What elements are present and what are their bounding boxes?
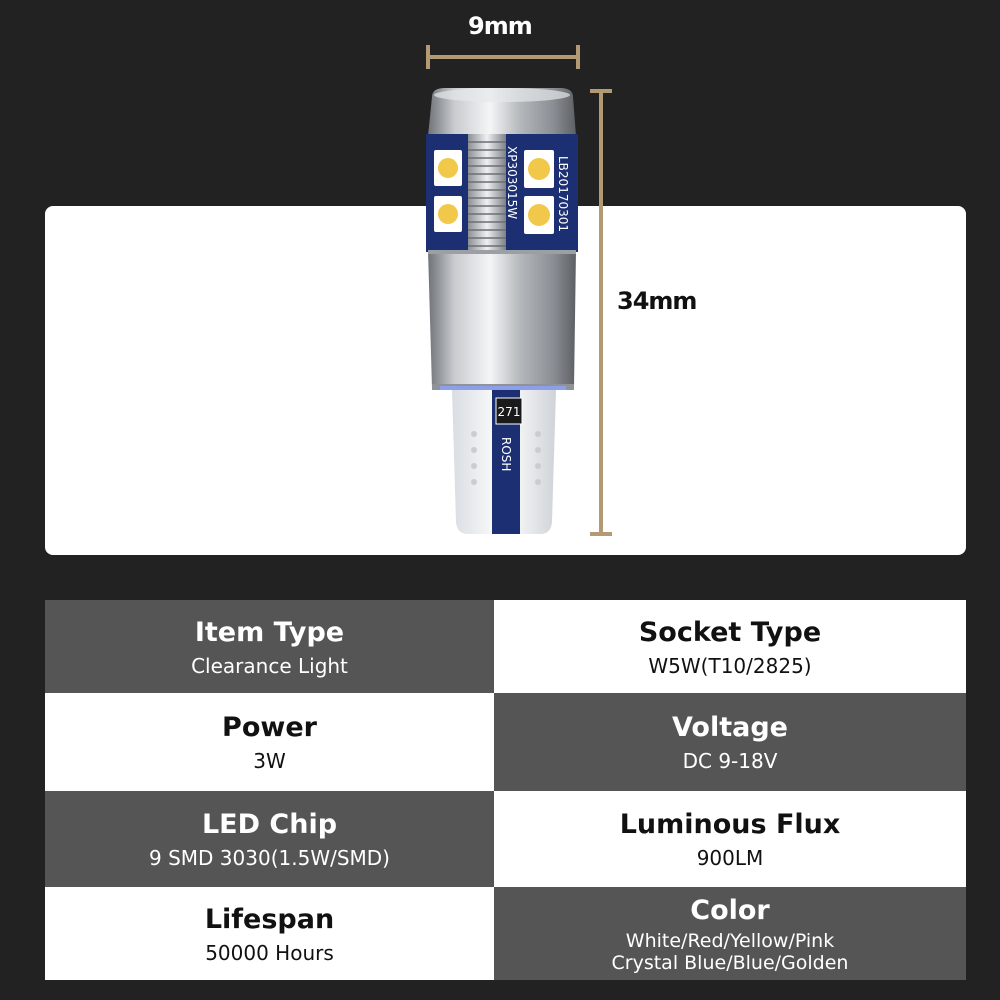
spec-cell-color	[494, 887, 966, 980]
spec-value: White/Red/Yellow/Pink	[625, 929, 835, 952]
spec-value-line2: Crystal Blue/Blue/Golden	[611, 951, 849, 974]
spec-title: Luminous Flux	[619, 809, 841, 840]
length-dimension-label: 34mm	[617, 287, 697, 315]
spec-table	[45, 600, 966, 980]
length-ruler	[590, 91, 612, 534]
spec-cell-led-chip	[45, 791, 494, 887]
spec-value: 900LM	[696, 846, 764, 870]
spec-value: 50000 Hours	[205, 940, 334, 965]
base-code-label: 271	[497, 405, 521, 419]
spec-title: Power	[222, 712, 317, 743]
width-dimension-label: 9mm	[468, 12, 532, 40]
spec-cell-socket-type	[494, 600, 966, 693]
spec-title: LED Chip	[201, 809, 338, 840]
spec-title: Voltage	[672, 712, 788, 743]
spec-value: 9 SMD 3030(1.5W/SMD)	[149, 846, 390, 870]
spec-value: 3W	[253, 749, 286, 773]
chip-marking-2: LB20170301	[556, 156, 570, 232]
spec-value: W5W(T10/2825)	[648, 653, 812, 678]
chip-marking-1: XP303015W	[505, 146, 519, 220]
spec-cell-item-type	[45, 600, 494, 693]
spec-title: Lifespan	[204, 903, 335, 935]
spec-value: DC 9-18V	[682, 749, 778, 773]
spec-title: Color	[690, 894, 770, 926]
spec-cell-luminous-flux	[494, 791, 966, 887]
spec-title: Socket Type	[638, 616, 822, 648]
spec-cell-lifespan	[45, 887, 494, 980]
spec-cell-voltage	[494, 693, 966, 791]
spec-value: Clearance Light	[191, 653, 348, 678]
spec-title: Item Type	[194, 616, 345, 648]
width-ruler	[428, 45, 578, 69]
spec-cell-power	[45, 693, 494, 791]
base-brand-label: ROSH	[499, 437, 513, 472]
